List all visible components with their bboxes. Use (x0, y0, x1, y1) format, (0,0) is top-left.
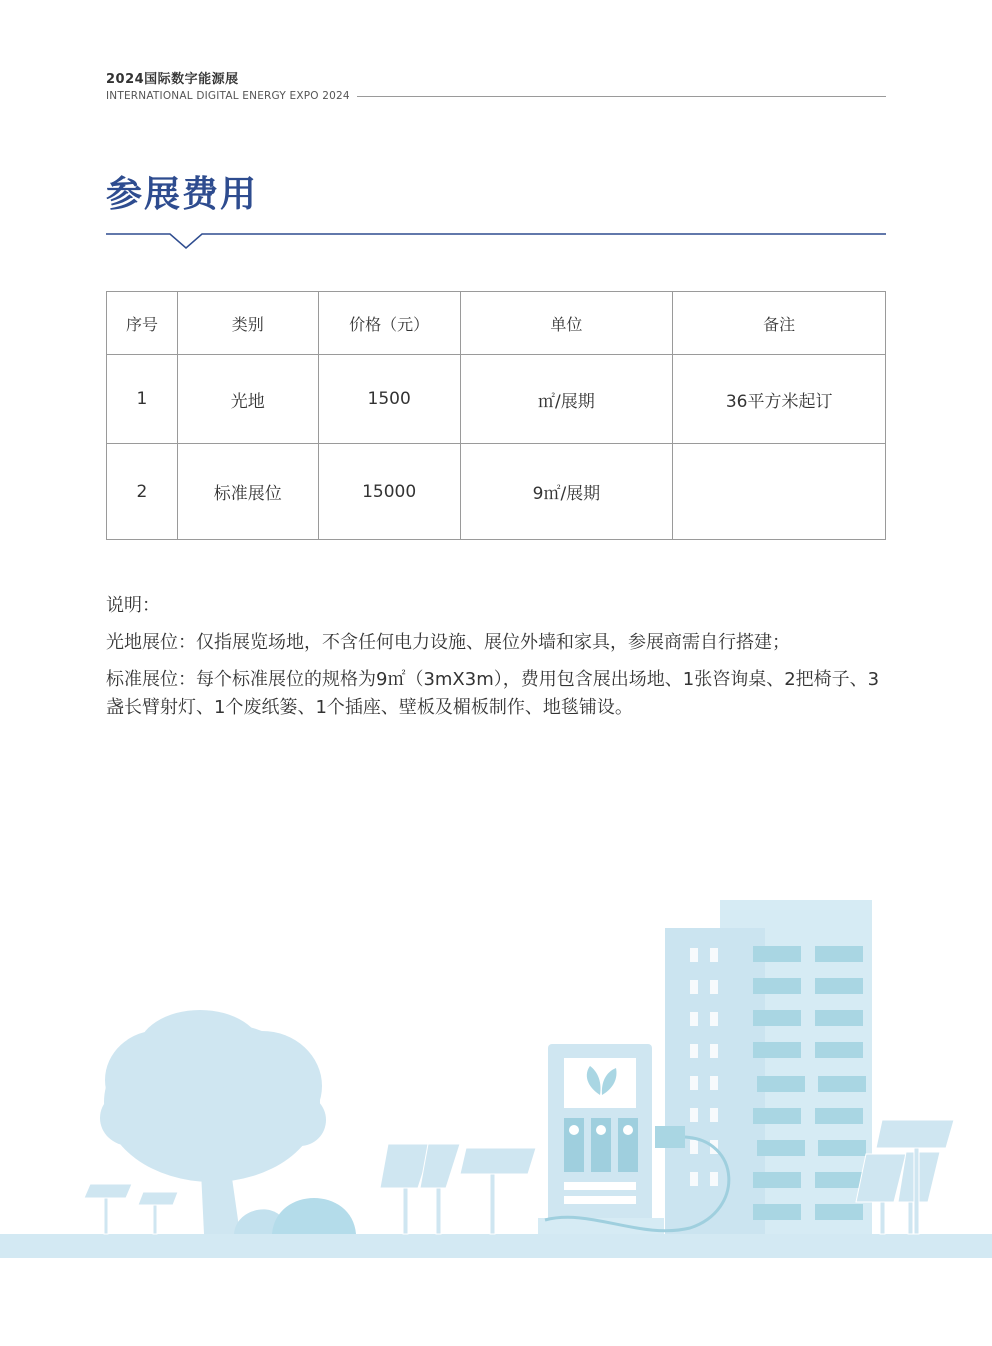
expo-title: 2024国际数字能源展 (106, 72, 239, 87)
fee-table (106, 291, 886, 540)
notes-block (106, 592, 896, 731)
office-building-icon (665, 900, 872, 1234)
header-divider (357, 96, 886, 97)
ground-strip (0, 1234, 992, 1258)
col-header-price: 价格（元） (318, 292, 460, 355)
table-row (107, 444, 886, 540)
notes-line-standard-booth: 标准展位：每个标准展位的规格为9㎡（3mX3m），费用包含展出场地、1张咨询桌、2把椅子、3盏长臂射灯、1个废纸篓、1个插座、壁板及楣板制作、地毯铺设。 (106, 669, 880, 718)
table-row (107, 355, 886, 444)
section-divider (106, 224, 886, 254)
cell-unit: ㎡/展期 (460, 355, 673, 444)
green-energy-illustration (0, 890, 992, 1262)
col-header-category: 类别 (177, 292, 318, 355)
col-header-remark: 备注 (673, 292, 886, 355)
cell-unit: 9㎡/展期 (460, 444, 673, 540)
table-header-row (107, 292, 886, 355)
col-header-unit: 单位 (460, 292, 673, 355)
cell-price: 1500 (318, 355, 460, 444)
tree-icon (100, 1010, 326, 1234)
cell-remark: 36平方米起订 (673, 355, 886, 444)
cell-category: 标准展位 (177, 444, 318, 540)
section-title: 参展费用 (106, 174, 259, 215)
cell-price: 15000 (318, 444, 460, 540)
cell-remark (673, 444, 886, 540)
cell-index: 2 (107, 444, 178, 540)
notes-heading: 说明： (106, 595, 160, 616)
notes-line-open-space: 光地展位：仅指展览场地，不含任何电力设施、展位外墙和家具，参展商需自行搭建； (106, 632, 790, 653)
expo-subtitle: INTERNATIONAL DIGITAL ENERGY EXPO 2024 (106, 90, 350, 102)
bush-icon (234, 1198, 356, 1234)
cell-index: 1 (107, 355, 178, 444)
col-header-index: 序号 (107, 292, 178, 355)
cell-category: 光地 (177, 355, 318, 444)
